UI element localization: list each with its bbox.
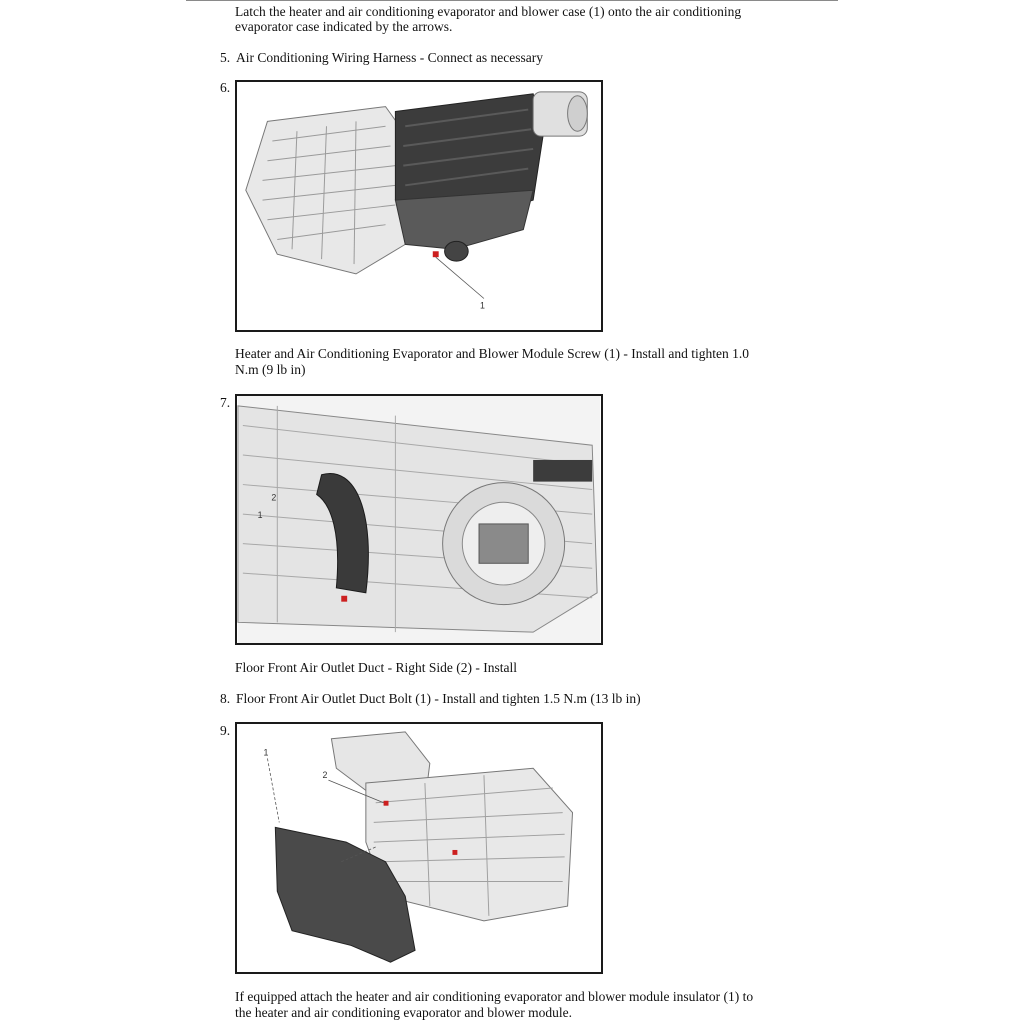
step-7-caption: Floor Front Air Outlet Duct - Right Side (2) - Install (235, 660, 517, 675)
step-9-number: 9. (220, 723, 231, 738)
top-rule (186, 0, 838, 1)
step-8-number: 8. (220, 691, 231, 706)
step-5-number: 5. (220, 50, 231, 65)
step-9-callout-1: 1 (263, 747, 269, 758)
step-9-illustration (235, 722, 603, 974)
step-5-text: Air Conditioning Wiring Harness - Connect as necessary (236, 50, 544, 65)
step-6-caption-line1: Heater and Air Conditioning Evaporator and Blower Module Screw (1) - Install and tighten 1.0 (235, 346, 750, 361)
step-7-callout-2: 2 (271, 492, 277, 503)
insulator-attachment-image (237, 724, 601, 972)
hvac-module-top-view-image (237, 82, 601, 330)
intro-text-line1: Latch the heater and air conditioning evaporator and blower case (1) onto the air conditioning (235, 4, 742, 19)
floor-duct-installation-image (237, 396, 601, 643)
step-9-caption-line2: the heater and air conditioning evaporator and blower module. (235, 1005, 573, 1020)
step-9-callout-2: 2 (322, 770, 328, 781)
step-9-caption-line1: If equipped attach the heater and air conditioning evaporator and blower module insulator (1) to (235, 989, 754, 1004)
step-6-number: 6. (220, 80, 231, 95)
step-7-callout-1: 1 (257, 510, 263, 521)
step-7-illustration (235, 394, 603, 645)
step-8-text: Floor Front Air Outlet Duct Bolt (1) - Install and tighten 1.5 N.m (13 lb in) (236, 691, 641, 706)
step-6-callout-1: 1 (480, 300, 485, 311)
intro-text-line2: evaporator case indicated by the arrows. (235, 19, 453, 34)
step-6-caption-line2: N.m (9 lb in) (235, 362, 306, 377)
step-6-illustration (235, 80, 603, 332)
step-7-number: 7. (220, 395, 231, 410)
